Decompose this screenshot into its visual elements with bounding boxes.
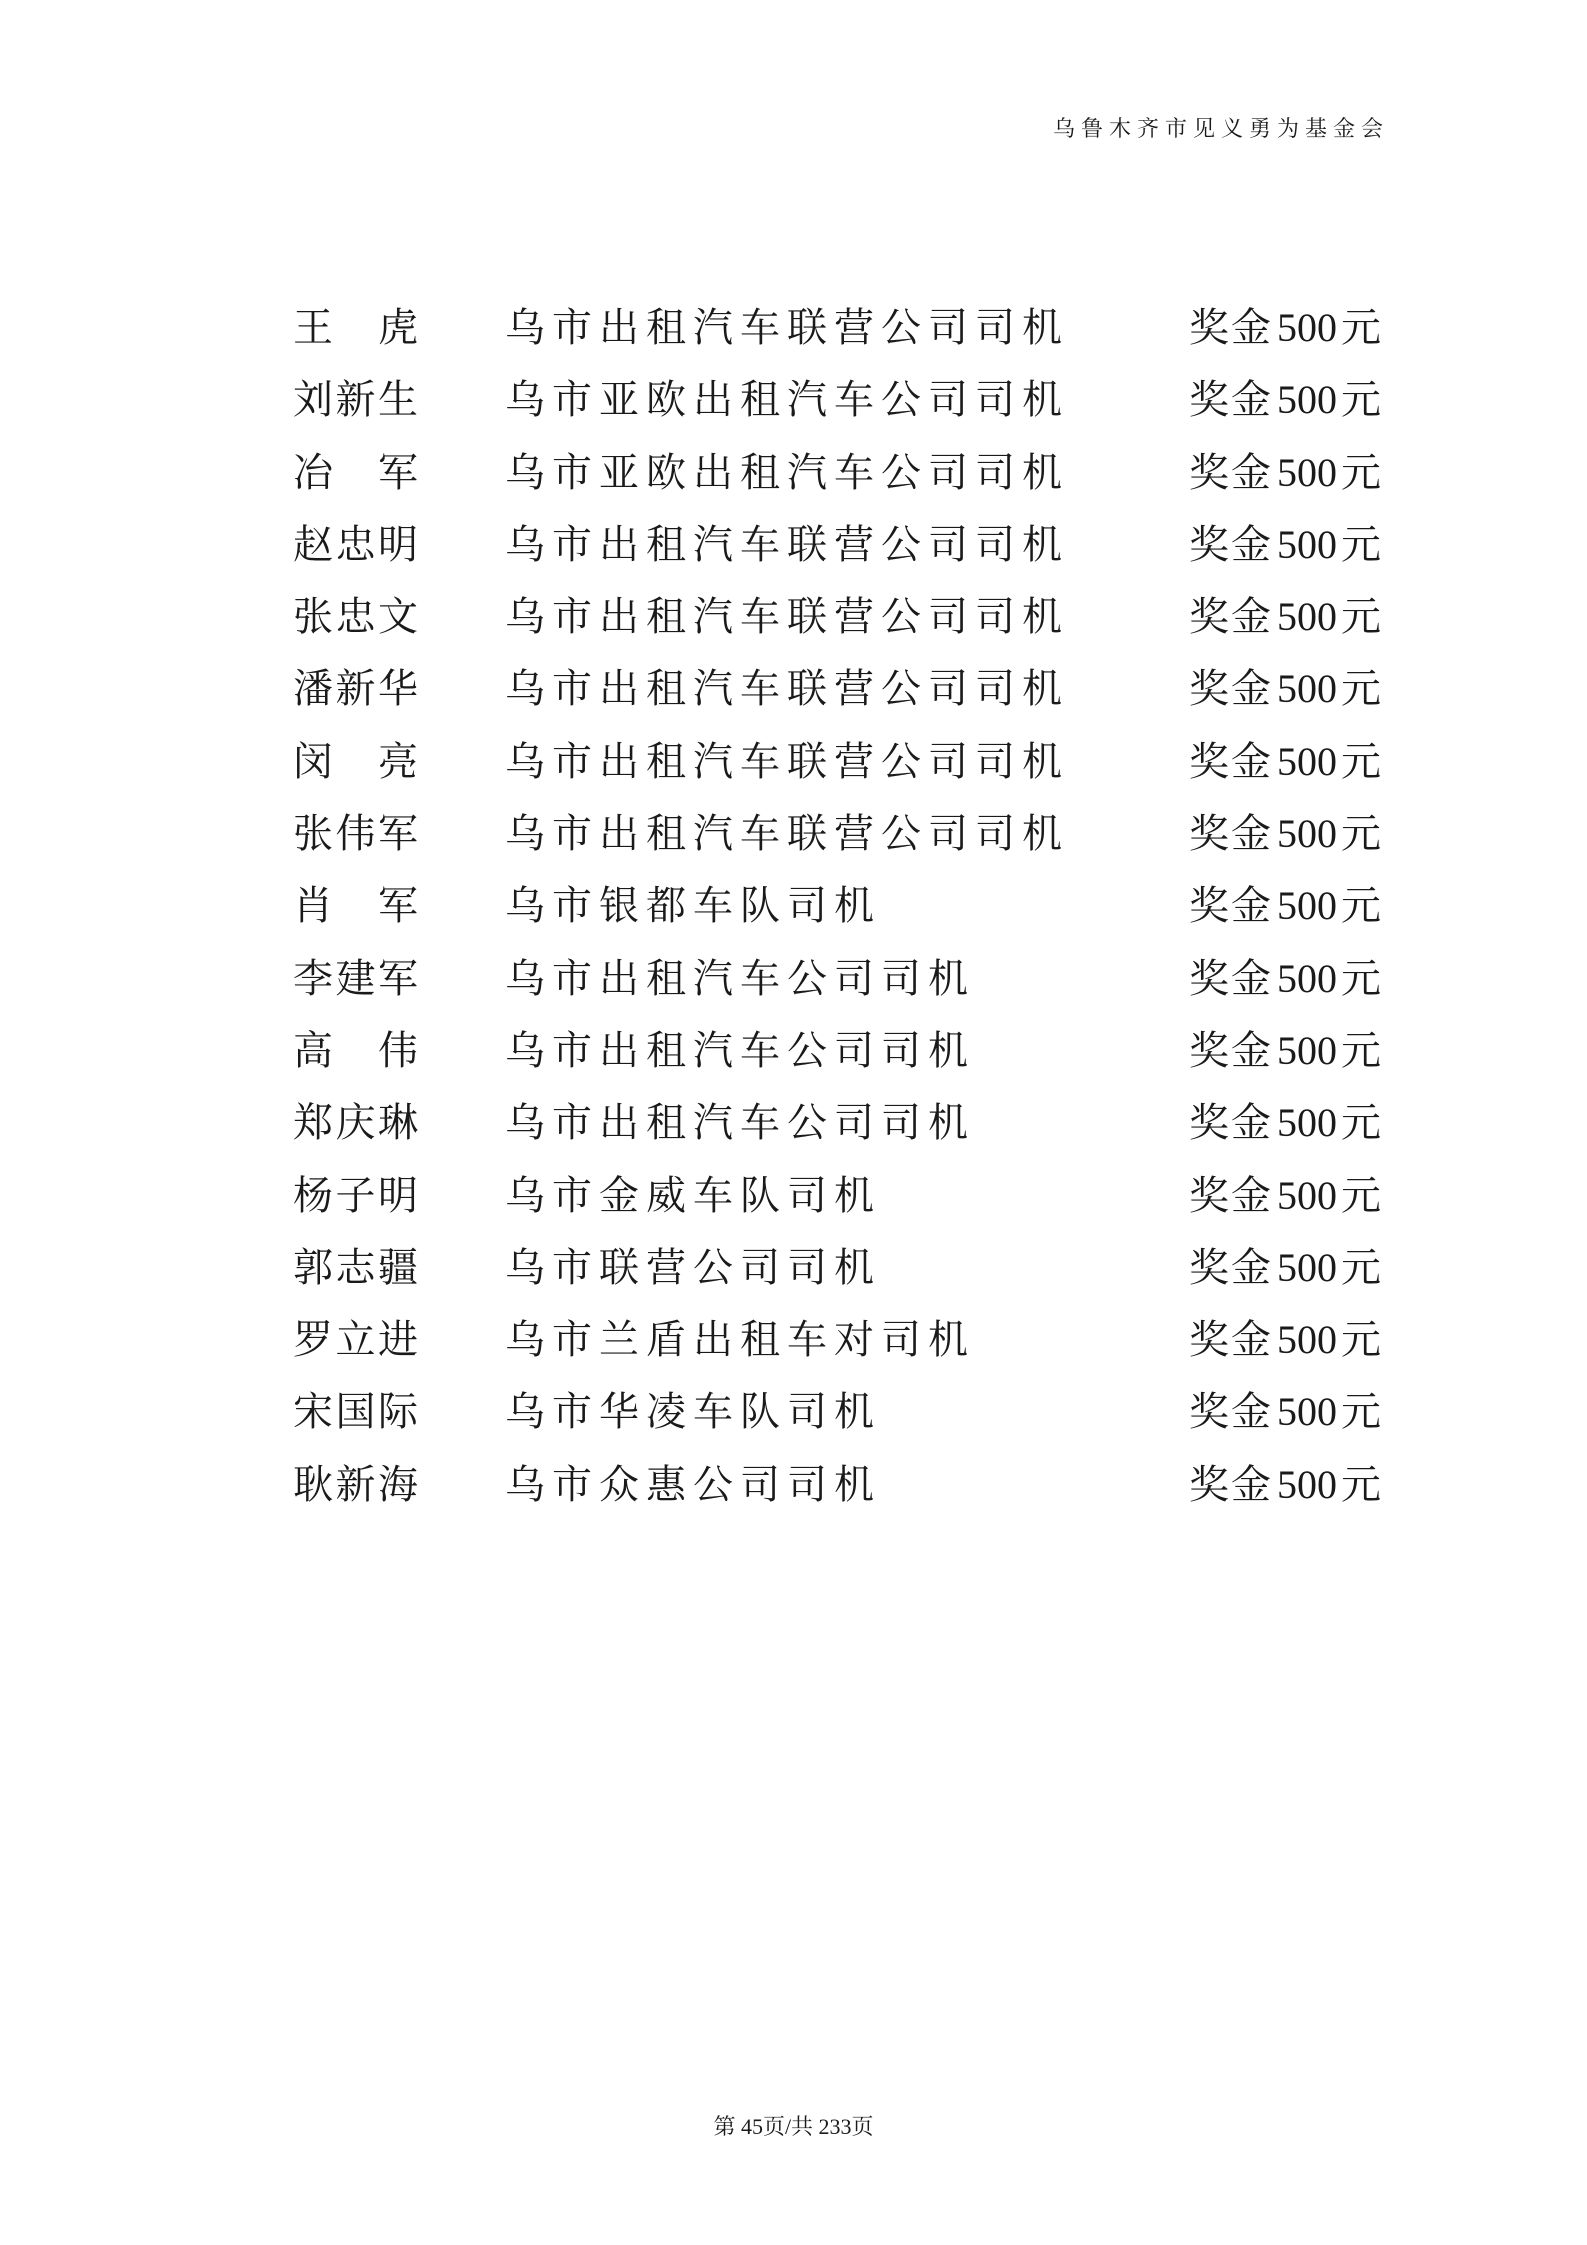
- name-char: 肖: [293, 883, 333, 930]
- recipient-name: [293, 509, 418, 581]
- award-label: 奖金: [1189, 594, 1273, 641]
- award-unit: 元: [1341, 738, 1383, 785]
- recipient-name: [293, 1304, 418, 1376]
- award-amount: [1189, 726, 1383, 798]
- recipient-employer: 乌市出租汽车联营公司司机: [505, 811, 1069, 858]
- name-char: 庆: [335, 1100, 376, 1147]
- award-amount: [1189, 292, 1383, 364]
- recipient-employer: 乌市联营公司司机: [505, 1244, 881, 1291]
- award-unit: 元: [1341, 955, 1383, 1002]
- award-label: 奖金: [1189, 738, 1273, 785]
- award-amount: [1189, 1376, 1383, 1448]
- recipient-name: [293, 1087, 418, 1159]
- name-char: 忠: [335, 594, 376, 641]
- recipient-name: [293, 653, 418, 725]
- award-unit: 元: [1341, 1461, 1383, 1508]
- name-char: 子: [335, 1172, 376, 1219]
- name-char: 军: [378, 811, 418, 858]
- name-char: 明: [378, 521, 418, 568]
- award-unit: 元: [1341, 449, 1383, 496]
- award-amount: [1189, 1087, 1383, 1159]
- name-char: 虎: [378, 305, 418, 351]
- award-unit: 元: [1341, 811, 1383, 858]
- award-value: 500: [1277, 521, 1337, 567]
- name-char: 立: [335, 1317, 376, 1364]
- name-char: 杨: [293, 1172, 333, 1219]
- recipient-employer: 乌市亚欧出租汽车公司司机: [505, 449, 1069, 496]
- award-unit: 元: [1341, 1100, 1383, 1147]
- award-value: 500: [1277, 1244, 1337, 1290]
- award-amount: [1189, 581, 1383, 653]
- page-number: 第 45页/共 233页: [713, 2114, 874, 2139]
- list-item: [293, 1449, 1383, 1521]
- recipient-name: [293, 798, 418, 870]
- name-char: 亮: [378, 738, 418, 785]
- award-unit: 元: [1341, 1027, 1383, 1074]
- recipient-name: [293, 581, 418, 653]
- award-unit: 元: [1341, 1389, 1383, 1436]
- award-unit: 元: [1341, 305, 1383, 351]
- award-amount: [1189, 798, 1383, 870]
- recipient-name: [293, 870, 418, 942]
- award-value: 500: [1277, 305, 1337, 350]
- award-amount: [1189, 1304, 1383, 1376]
- name-char: 闵: [293, 738, 333, 785]
- name-char: 建: [335, 955, 376, 1002]
- recipient-name: [293, 437, 418, 509]
- award-unit: 元: [1341, 594, 1383, 641]
- award-value: 500: [1277, 883, 1337, 929]
- award-label: 奖金: [1189, 1317, 1273, 1364]
- name-char: 伟: [378, 1027, 418, 1074]
- name-char: 罗: [293, 1317, 333, 1364]
- name-char: 军: [378, 449, 418, 496]
- name-char: 郑: [293, 1100, 333, 1147]
- recipient-employer: 乌市出租汽车公司司机: [505, 1027, 975, 1074]
- list-item: [293, 1160, 1383, 1232]
- recipient-employer: 乌市华凌车队司机: [505, 1389, 881, 1436]
- award-label: 奖金: [1189, 1244, 1273, 1291]
- award-value: 500: [1277, 1172, 1337, 1218]
- list-item: [293, 292, 1383, 364]
- recipient-employer: 乌市出租汽车联营公司司机: [505, 738, 1069, 785]
- recipient-employer: 乌市兰盾出租车对司机: [505, 1317, 975, 1364]
- name-char: 忠: [335, 521, 376, 568]
- award-amount: [1189, 1232, 1383, 1304]
- recipient-name: [293, 1449, 418, 1521]
- award-value: 500: [1277, 1317, 1337, 1363]
- award-label: 奖金: [1189, 1461, 1273, 1508]
- award-unit: 元: [1341, 1244, 1383, 1291]
- recipient-name: [293, 1160, 418, 1232]
- list-item: [293, 1376, 1383, 1448]
- list-item: [293, 798, 1383, 870]
- name-char: 生: [378, 377, 418, 424]
- recipient-employer: 乌市出租汽车联营公司司机: [505, 666, 1069, 713]
- award-label: 奖金: [1189, 811, 1273, 858]
- award-value: 500: [1277, 666, 1337, 712]
- name-char: 国: [335, 1389, 376, 1436]
- award-value: 500: [1277, 1461, 1337, 1507]
- list-item: [293, 653, 1383, 725]
- award-label: 奖金: [1189, 1389, 1273, 1436]
- list-item: [293, 1304, 1383, 1376]
- award-label: 奖金: [1189, 955, 1273, 1002]
- name-char: 新: [335, 377, 376, 424]
- name-char: 华: [378, 666, 418, 713]
- award-label: 奖金: [1189, 883, 1273, 930]
- award-amount: [1189, 437, 1383, 509]
- name-char: 郭: [293, 1244, 333, 1291]
- name-char: 冶: [293, 449, 333, 496]
- name-char: 明: [378, 1172, 418, 1219]
- recipient-employer: 乌市金威车队司机: [505, 1172, 881, 1219]
- recipient-name: [293, 726, 418, 798]
- award-label: 奖金: [1189, 521, 1273, 568]
- name-char: 新: [335, 1461, 376, 1508]
- award-label: 奖金: [1189, 1172, 1273, 1219]
- award-value: 500: [1277, 449, 1337, 495]
- award-amount: [1189, 653, 1383, 725]
- name-char: 耿: [293, 1461, 333, 1508]
- list-item: [293, 364, 1383, 436]
- award-label: 奖金: [1189, 1027, 1273, 1074]
- list-item: [293, 870, 1383, 942]
- recipient-name: [293, 364, 418, 436]
- award-label: 奖金: [1189, 377, 1273, 424]
- name-char: 李: [293, 955, 333, 1002]
- list-item: [293, 1087, 1383, 1159]
- recipient-employer: 乌市出租汽车联营公司司机: [505, 305, 1069, 351]
- name-char: 潘: [293, 666, 333, 713]
- award-unit: 元: [1341, 521, 1383, 568]
- list-item: [293, 943, 1383, 1015]
- award-label: 奖金: [1189, 666, 1273, 713]
- award-unit: 元: [1341, 883, 1383, 930]
- award-value: 500: [1277, 1100, 1337, 1146]
- name-char: 王: [293, 305, 333, 351]
- name-char: 际: [378, 1389, 418, 1436]
- recipient-name: [293, 1232, 418, 1304]
- recipient-employer: 乌市众惠公司司机: [505, 1461, 881, 1508]
- name-char: 军: [378, 955, 418, 1002]
- award-value: 500: [1277, 377, 1337, 423]
- name-char: 琳: [378, 1100, 418, 1147]
- page-header: 乌鲁木齐市见义勇为基金会: [1052, 117, 1389, 142]
- name-char: 张: [293, 594, 333, 641]
- name-char: 伟: [335, 811, 376, 858]
- award-amount: [1189, 870, 1383, 942]
- award-amount: [1189, 509, 1383, 581]
- award-label: 奖金: [1189, 449, 1273, 496]
- award-label: 奖金: [1189, 1100, 1273, 1147]
- recipient-name: [293, 943, 418, 1015]
- name-char: 宋: [293, 1389, 333, 1436]
- list-item: [293, 437, 1383, 509]
- award-unit: 元: [1341, 1172, 1383, 1219]
- award-amount: [1189, 1015, 1383, 1087]
- list-item: [293, 581, 1383, 653]
- list-item: [293, 726, 1383, 798]
- list-item: [293, 1232, 1383, 1304]
- name-char: 志: [335, 1244, 376, 1291]
- name-char: 军: [378, 883, 418, 930]
- name-char: 赵: [293, 521, 333, 568]
- name-char: 张: [293, 811, 333, 858]
- recipient-name: [293, 1015, 418, 1087]
- award-value: 500: [1277, 1389, 1337, 1435]
- award-value: 500: [1277, 811, 1337, 857]
- award-unit: 元: [1341, 1317, 1383, 1364]
- award-amount: [1189, 943, 1383, 1015]
- recipient-employer: 乌市出租汽车公司司机: [505, 1100, 975, 1147]
- award-amount: [1189, 1160, 1383, 1232]
- name-char: 新: [335, 666, 376, 713]
- award-amount: [1189, 364, 1383, 436]
- recipient-employer: 乌市出租汽车公司司机: [505, 955, 975, 1002]
- award-value: 500: [1277, 955, 1337, 1001]
- name-char: 刘: [293, 377, 333, 424]
- list-item: [293, 1015, 1383, 1087]
- award-unit: 元: [1341, 377, 1383, 424]
- recipient-employer: 乌市亚欧出租汽车公司司机: [505, 377, 1069, 424]
- recipient-employer: 乌市出租汽车联营公司司机: [505, 521, 1069, 568]
- award-value: 500: [1277, 1027, 1337, 1073]
- award-value: 500: [1277, 738, 1337, 784]
- award-value: 500: [1277, 594, 1337, 640]
- award-label: 奖金: [1189, 305, 1273, 351]
- award-list: [293, 292, 1383, 1521]
- name-char: 高: [293, 1027, 333, 1074]
- name-char: 海: [378, 1461, 418, 1508]
- recipient-employer: 乌市出租汽车联营公司司机: [505, 594, 1069, 641]
- name-char: 文: [378, 594, 418, 641]
- award-unit: 元: [1341, 666, 1383, 713]
- name-char: 进: [378, 1317, 418, 1364]
- award-amount: [1189, 1449, 1383, 1521]
- recipient-employer: 乌市银都车队司机: [505, 883, 881, 930]
- recipient-name: [293, 1376, 418, 1448]
- name-char: 疆: [378, 1244, 418, 1291]
- recipient-name: [293, 292, 418, 364]
- list-item: [293, 509, 1383, 581]
